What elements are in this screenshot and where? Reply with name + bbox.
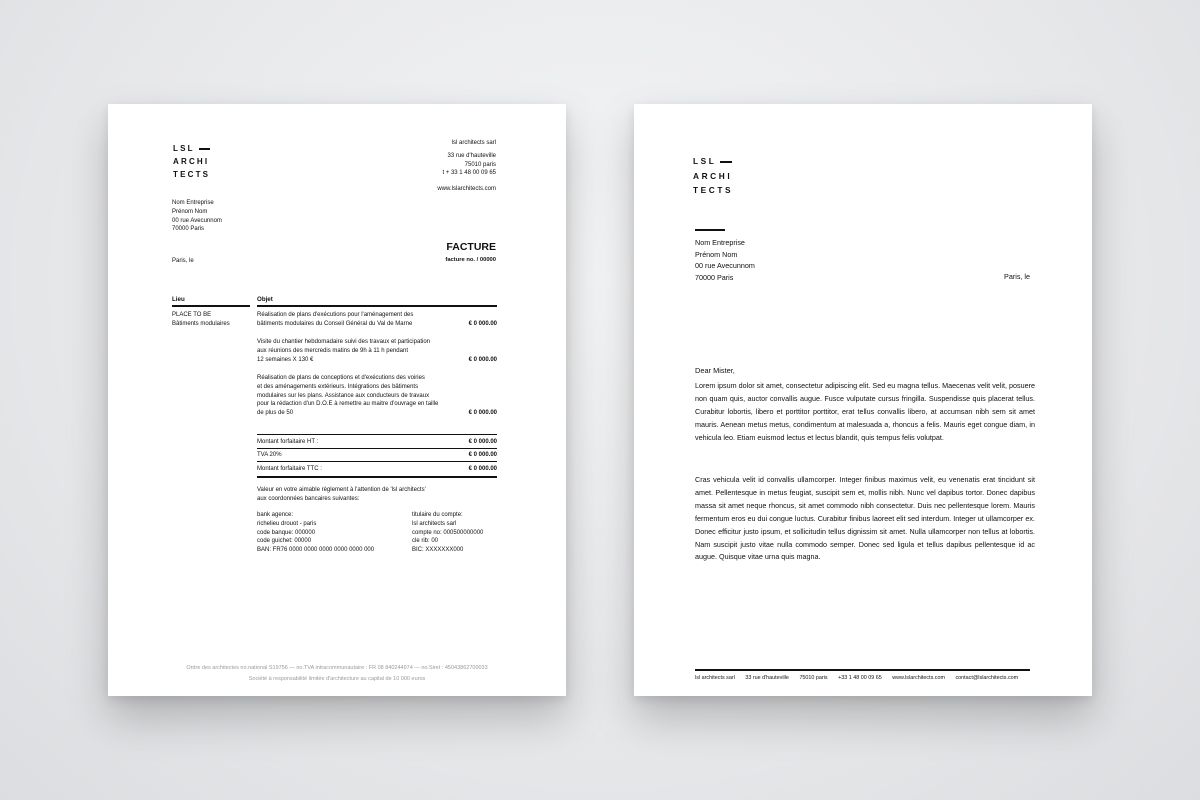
document-title: FACTURE [446, 241, 496, 253]
line-item [257, 374, 497, 418]
text-line: modulaires sur les plans. Assistance aux conducteurs de travaux [257, 392, 430, 399]
letter-page [634, 104, 1092, 696]
text-line: t + 33 1 48 00 09 65 [442, 170, 496, 177]
letter-paragraph: Lorem ipsum dolor sit amet, consectetur adipiscing elit. Sed eu magna tellus. Maecenas velit velit, posuere non quam quis, auctor convallis augue. Fusce vulputate cursus fringilla. Suspendisse quis placerat tellus. Curabitur lobortis, libero et porttitor porttitor, erat tellus convallis libero, at accumsan nibh sem sit amet mauris. Aenean metus metus, condimentum at malesuada a, rhoncus a felis. Mauris eget congue diam, in vehicula leo. Etiam euismod lectus et lectus blandit, quis tempus felis volutpat. [695, 381, 1035, 442]
company-logo [693, 154, 733, 198]
text-line: aux coordonnées bancaires suivantes: [257, 495, 360, 502]
logo-dash [199, 148, 210, 150]
lieu-cell [172, 311, 230, 329]
text-line: lsl architects sarl [412, 520, 457, 527]
text-line: et des aménagements extérieurs. Intégrations des bâtiments [257, 383, 419, 390]
text-line: Bâtiments modulaires [172, 320, 230, 327]
text-line: Nom Entreprise [172, 200, 214, 206]
line-item-amount: € 0 000.00 [468, 356, 497, 363]
line-item-amount: € 0 000.00 [468, 410, 497, 417]
text-line: 75010 paris [799, 675, 828, 681]
company-name: lsl architects sarl [451, 140, 496, 146]
logo-dash [720, 161, 732, 163]
text-line: TECTS [173, 170, 211, 179]
company-website[interactable]: www.lslarchitects.com [437, 186, 496, 193]
total-row-ttc [257, 465, 497, 474]
text-line: lsl architects sarl [695, 675, 735, 681]
totals-top-rule [257, 434, 497, 435]
text-line: Réalisation de plans de conceptions et d'exécutions des voiries [257, 375, 425, 381]
text-line: titulaire du compte: [412, 512, 463, 518]
totals-bottom-rule [257, 476, 497, 478]
payment-note [257, 486, 426, 504]
line-item [257, 311, 497, 329]
total-row-tva [257, 451, 497, 460]
text-line: ARCHI [173, 157, 210, 166]
header-rule-lieu [172, 305, 250, 307]
account-holder-details [412, 511, 483, 555]
bank-details [257, 511, 374, 555]
text-line: bâtiments modulaires du Conseil Général du Val de Marne [257, 320, 413, 327]
place-date: Paris, le [172, 258, 194, 264]
salutation: Dear Mister, [695, 366, 735, 375]
letter-footer [695, 675, 1018, 681]
text-line: Réalisation de plans d'exécutions pour l'aménagement des [257, 312, 414, 318]
total-amount-tva: € 0 000.00 [468, 452, 497, 458]
place-date: Paris, le [1004, 272, 1030, 281]
totals-rule [257, 448, 497, 449]
text-line: +33 1 48 00 09 65 [838, 675, 882, 681]
total-amount-ht: € 0 000.00 [468, 439, 497, 445]
text-line: Valeur en votre aimable règlement à l'attention de 'lsl architects' [257, 487, 426, 493]
text-line: de plus de 50 [257, 410, 294, 417]
text-line: LSL [173, 144, 195, 153]
text-line: Nom Entreprise [695, 238, 745, 247]
line-item-amount: € 0 000.00 [468, 320, 497, 327]
text-line: 75010 paris [464, 161, 496, 168]
text-line: Prénom Nom [172, 208, 208, 215]
text-line: code guichet: 00000 [257, 538, 312, 545]
text-line: code banque: 000000 [257, 529, 316, 536]
recipient-address [172, 199, 222, 234]
text-line: compte no: 000500000000 [412, 529, 484, 536]
line-item [257, 338, 497, 364]
invoice-page [108, 104, 566, 696]
recipient-address [695, 237, 755, 283]
total-row-ht [257, 438, 497, 447]
footer-rule [695, 669, 1030, 671]
text-line: 70000 Paris [695, 272, 734, 282]
text-line: TVA 20% [257, 452, 282, 458]
text-line: 70000 Paris [172, 226, 205, 233]
text-line: 33 rue d'hauteville [745, 675, 789, 681]
text-line: 12 semaines X 130 € [257, 356, 314, 363]
total-amount-ttc: € 0 000.00 [468, 466, 497, 472]
text-line: aux réunions des mercredis matins de 9h à 11 h pendant [257, 347, 408, 354]
totals-rule [257, 461, 497, 462]
text-line: TECTS [693, 185, 734, 195]
text-line: PLACE TO BE [172, 312, 212, 318]
text-line: richelieu drouot - paris [257, 520, 317, 527]
header-rule-objet [257, 305, 497, 307]
text-line: BIC: XXXXXXX000 [412, 547, 464, 554]
company-address [437, 139, 496, 194]
text-line: ARCHI [693, 170, 733, 181]
footer-email[interactable]: contact@lslarchitects.com [955, 675, 1019, 681]
text-line: LSL [693, 156, 717, 166]
letter-paragraph: Cras vehicula velit id convallis ullamcorper. Integer finibus maximus velit, eu venenatis erat tincidunt sit amet. Pellentesque in metus feugiat, suscipit sem et, mollis nibh. Nunc vel dapibus tortor. Donec dapibus massa sit amet neque rhoncus, sit amet commodo nibh consectetur. Duis nec pellentesque lorem. Mauris fermentum eros eu dui congue luctus. Curabitur finibus laoreet elit sed interdum. Integer ut ullamcorper ex. Donec efficitur justo ipsum, et sollicitudin tellus dignissim sit amet. Nulla ullamcorper non tellus at lobortis. Nam suscipit justo vitae nulla commodo semper. Donec sed ligula et tellus dapibus pellentesque id ac augue. Quisque vitae urna quis magna. [695, 475, 1035, 562]
text-line: Montant forfaitaire HT : [257, 439, 319, 445]
text-line: 33 rue d'hauteville [447, 152, 496, 159]
text-line: Visite du chantier hebdomadaire suivi des travaux et participation [257, 339, 430, 345]
footer-website[interactable]: www.lslarchitects.com [892, 675, 945, 681]
text-line: Société à responsabilité limitée d'architecture au capital de 10 000 euros [248, 676, 426, 682]
text-line: BAN: FR76 0000 0000 0000 0000 0000 000 [257, 547, 375, 554]
column-header-objet: Objet [257, 296, 273, 303]
company-logo [173, 142, 210, 181]
text-line: 00 rue Avecunnom [172, 217, 222, 224]
legal-footer [108, 663, 566, 685]
invoice-number: facture no. / 00000 [445, 257, 496, 263]
text-line: pour la rédaction d'un D.O.E à remettre au maitre d'ouvrage en taille [257, 401, 439, 408]
logo-underline [695, 229, 725, 231]
text-line: Prénom Nom [695, 249, 738, 259]
text-line: Ordre des architectes no.national S19756 — no.TVA intracommunautaire : FR 08 840244974 — no.Siret : 45043862700033 [186, 665, 488, 671]
column-header-lieu: Lieu [172, 296, 185, 303]
text-line: Montant forfaitaire TTC : [257, 466, 322, 472]
text-line: cle rib: 00 [412, 538, 439, 545]
text-line: 00 rue Avecunnom [695, 261, 755, 270]
text-line: bank agence: [257, 512, 294, 518]
